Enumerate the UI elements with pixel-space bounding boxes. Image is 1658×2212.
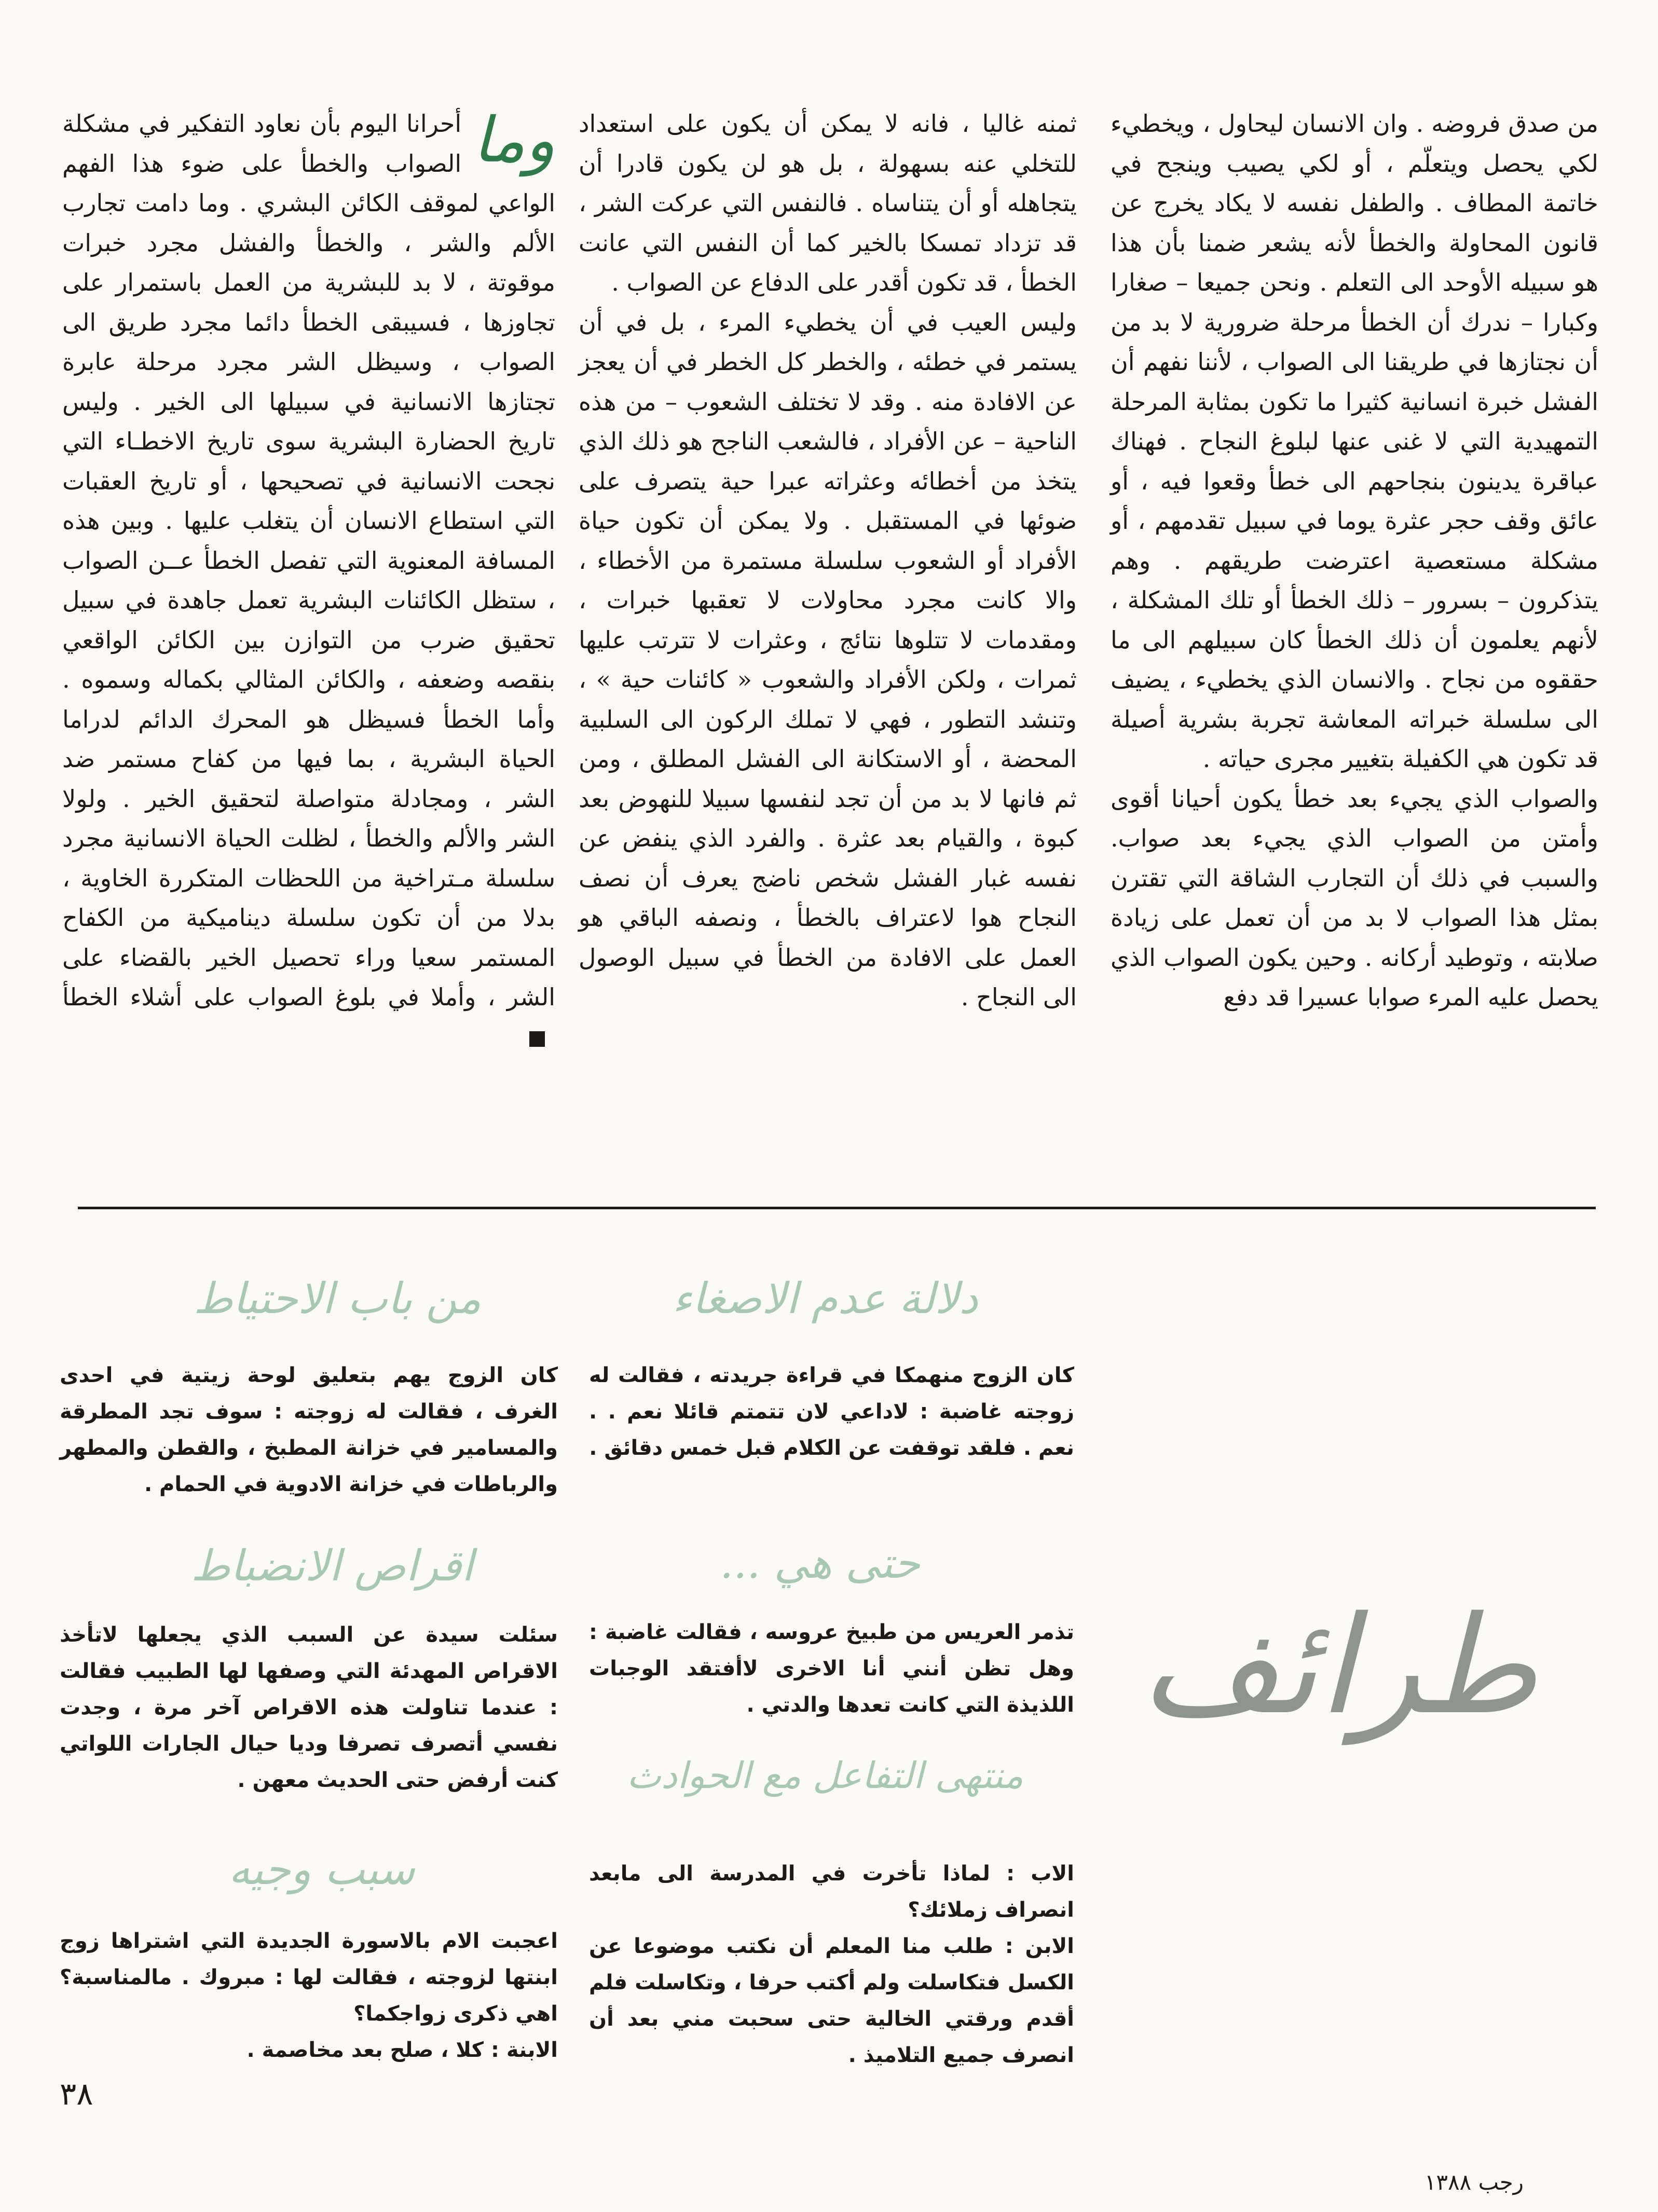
anecdote-text xyxy=(60,1357,558,1503)
page-number: ٣٨ xyxy=(60,2076,93,2112)
anecdote-text xyxy=(60,1617,558,1798)
anecdote-text xyxy=(589,1357,1074,1466)
anecdote-title: من باب الاحتياط xyxy=(193,1274,482,1323)
anecdote-title: سبب وجيه xyxy=(228,1845,415,1894)
article-paragraph: من صدق فروضه . وان الانسان ليحاول ، ويخطيء لكي يحصل ويتعلّم ، أو لكي يصيب وينجح في خاتمة المطاف . والطفل نفسه لا يكاد يخرج عن قانون المحاولة والخطأ لأنه يشعر ضمنا بأن هذا هو سبيله الأوحد الى التعلم . ونحن جميعا – صغارا وكبارا – ندرك أن الخطأ مرحلة ضرورية لا بد من أن نجتازها في طريقنا الى الصواب ، لأننا نفهم أن الفشل خبرة انسانية كثيرا ما تكون بمثابة المرحلة التمهيدية التي لا غنى عنها لبلوغ النجاح . فهناك عباقرة يدينون بنجاحهم الى خطأ وقعوا فيه ، أو عائق وقف حجر عثرة يوما في سبيل تقدمهم ، أو مشكلة مستعصية اعترضت طريقهم . وهم يتذكرون – بسرور – ذلك الخطأ أو تلك المشكلة ، لأنهم يعلمون أن ذلك الخطأ كان سبيلهم الى ما حققوه من نجاح . والانسان الذي يخطيء ، يضيف الى سلسلة خبراته المعاشة تجربة بشرية أصيلة قد تكون هي الكفيلة بتغيير مجرى حياته . xyxy=(1111,110,1599,773)
article-column-left xyxy=(62,104,555,1057)
article-paragraph xyxy=(62,104,555,1057)
article-paragraph: والصواب الذي يجيء بعد خطأ يكون أحيانا أقوى وأمتن من الصواب الذي يجيء بعد صواب. والسبب في ذلك أن التجارب الشاقة التي تقترن بمثل هذا الصواب لا بد من أن تعمل على زيادة صلابته ، وتوطيد أركانه . وحين يكون الصواب الذي يحصل عليه المرء صوابا عسيرا قد دفع xyxy=(1111,784,1598,1011)
anecdote-body: الابنة : كلا ، صلح بعد مخاصمة . xyxy=(246,2038,558,2062)
section-title: طرائف xyxy=(1140,1588,1538,1744)
anecdote-body: تذمر العريس من طبيخ عروسه ، فقالت غاضبة : وهل تظن أنني أنا الاخرى لاأفتقد الوجبات اللذيذة التي كانت تعدها والدتي . xyxy=(589,1620,1074,1717)
anecdote-body: سئلت سيدة عن السبب الذي يجعلها لاتأخذ الاقراص المهدئة التي وصفها لها الطبيب فقالت : عندما تناولت هذه الاقراص آخر مرة ، وجدت نفسي أتصرف تصرفا وديا حيال الجارات اللواتي كنت أرفض حتى الحديث معهن . xyxy=(60,1623,558,1792)
article-paragraph: وليس العيب في أن يخطيء المرء ، بل في أن يستمر في خطئه ، والخطر كل الخطر في أن يعجز عن الافادة منه . وقد لا تختلف الشعوب – من هذه الناحية – عن الأفراد ، فالشعب الناجح هو ذلك الذي يتخذ من أخطائه وعثراته عبرا حية يتصرف على ضوئها في المستقبل . ولا يمكن أن تكون حياة الأفراد أو الشعوب سلسلة مستمرة من الأخطاء ، والا كانت مجرد محاولات لا تعقبها خبرات ، ومقدمات لا تتلوها نتائج ، وعثرات لا تترتب عليها ثمرات ، ولكن الأفراد والشعوب « كائنات حية » ، وتنشد التطور ، فهي لا تملك الركون الى السلبية المحضة ، أو الاستكانة الى الفشل المطلق ، ومن ثم فانها لا بد من أن تجد لنفسها سبيلا للنهوض بعد كبوة ، والقيام بعد عثرة . والفرد الذي ينفض عن نفسه غبار الفشل شخص ناضج يعرف أن نصف النجاح هوا لاعتراف بالخطأ ، ونصفه الباقي هو العمل على الافادة من الخطأ في سبيل الوصول الى النجاح . xyxy=(579,308,1077,1011)
end-of-article-mark xyxy=(529,1031,545,1047)
anecdote-text xyxy=(589,1614,1074,1723)
issue-date: رجب ١٣٨٨ xyxy=(1424,2169,1524,2195)
anecdote-title: حتى هي ... xyxy=(720,1539,920,1588)
anecdote-body: الاب : لماذا تأخرت في المدرسة الى مابعد انصراف زملائك؟ xyxy=(589,1862,1074,1922)
article-column-right xyxy=(1111,104,1598,1017)
article-column-middle xyxy=(579,104,1077,1017)
anecdote-title: دلالة عدم الاصغاء xyxy=(672,1274,978,1323)
anecdote-text xyxy=(60,1923,558,2068)
article-paragraph: ثمنه غاليا ، فانه لا يمكن أن يكون على استعداد للتخلي عنه بسهولة ، بل هو لن يكون قادرا أن يتجاهله أو أن يتناساه . فالنفس التي عركت الشر ، قد تزداد تمسكا بالخير كما أن النفس التي عانت الخطأ ، قد تكون أقدر على الدفاع عن الصواب . xyxy=(579,110,1077,296)
anecdote-body: الابن : طلب منا المعلم أن نكتب موضوعا عن الكسل فتكاسلت ولم أكتب حرفا ، وتكاسلت فلم أقدم ورقتي الخالية حتى سحبت مني بعد أن انصرف جميع التلاميذ . xyxy=(589,1934,1074,2067)
anecdote-text xyxy=(589,1855,1074,2073)
article-text: أحرانا اليوم بأن نعاود التفكير في مشكلة الصواب والخطأ على ضوء هذا الفهم الواعي لموقف الكائن البشري . وما دامت تجارب الألم والشر ، والخطأ والفشل مجرد خبرات موقوتة ، لا بد للبشرية من العمل باستمرار على تجاوزها ، فسيبقى الخطأ دائما مجرد طريق الى الصواب ، وسيظل الشر مجرد مرحلة عابرة تجتازها الانسانية في سبيلها الى الخير . وليس تاريخ الحضارة البشرية سوى تاريخ الاخطـاء التي نجحت الانسانية في تصحيحها ، أو تاريخ العقبات التي استطاع الانسان أن يتغلب عليها . وبين هذه المسافة المعنوية التي تفصل الخطأ عــن الصواب ، ستظل الكائنات البشرية تعمل جاهدة في سبيل تحقيق ضرب من التوازن بين الكائن الواقعي بنقصه وضعفه ، والكائن المثالي بكماله وسموه . وأما الخطأ فسيظل هو المحرك الدائم لدراما الحياة البشرية ، بما فيها من كفاح مستمر ضد الشر ، ومجادلة متواصلة لتحقيق الخير . ولولا الشر والألم والخطأ ، لظلت الحياة الانسانية مجرد سلسلة مـتراخية من اللحظات المتكررة الخاوية ، بدلا من أن تكون سلسلة ديناميكية من الكفاح المستمر سعيا وراء تحصيل الخير بالقضاء على الشر ، وأملا في بلوغ الصواب على أشلاء الخطأ xyxy=(62,110,555,1011)
anecdote-body: كان الزوج يهم بتعليق لوحة زيتية في احدى الغرف ، فقالت له زوجته : سوف تجد المطرقة والمسامير في خزانة المطبخ ، والقطن والمطهر والرباطات في خزانة الادوية في الحمام . xyxy=(60,1363,558,1496)
section-divider xyxy=(78,1207,1596,1209)
anecdote-body: اعجبت الام بالاسورة الجديدة التي اشتراها زوج ابنتها لزوجته ، فقالت لها : مبروك . مالمناسبة؟ اهي ذكرى زواجكما؟ xyxy=(60,1929,558,2026)
anecdote-title: اقراص الانضباط xyxy=(190,1541,474,1591)
drop-word: وما xyxy=(473,104,555,176)
anecdote-body: كان الزوج منهمكا في قراءة جريدته ، فقالت له زوجته غاضبة : لاداعي لان تتمتم قائلا نعم . . نعم . فلقد توقفت عن الكلام قبل خمس دقائق . xyxy=(589,1363,1074,1460)
anecdote-title: منتهى التفاعل مع الحوادث xyxy=(627,1754,1023,1797)
